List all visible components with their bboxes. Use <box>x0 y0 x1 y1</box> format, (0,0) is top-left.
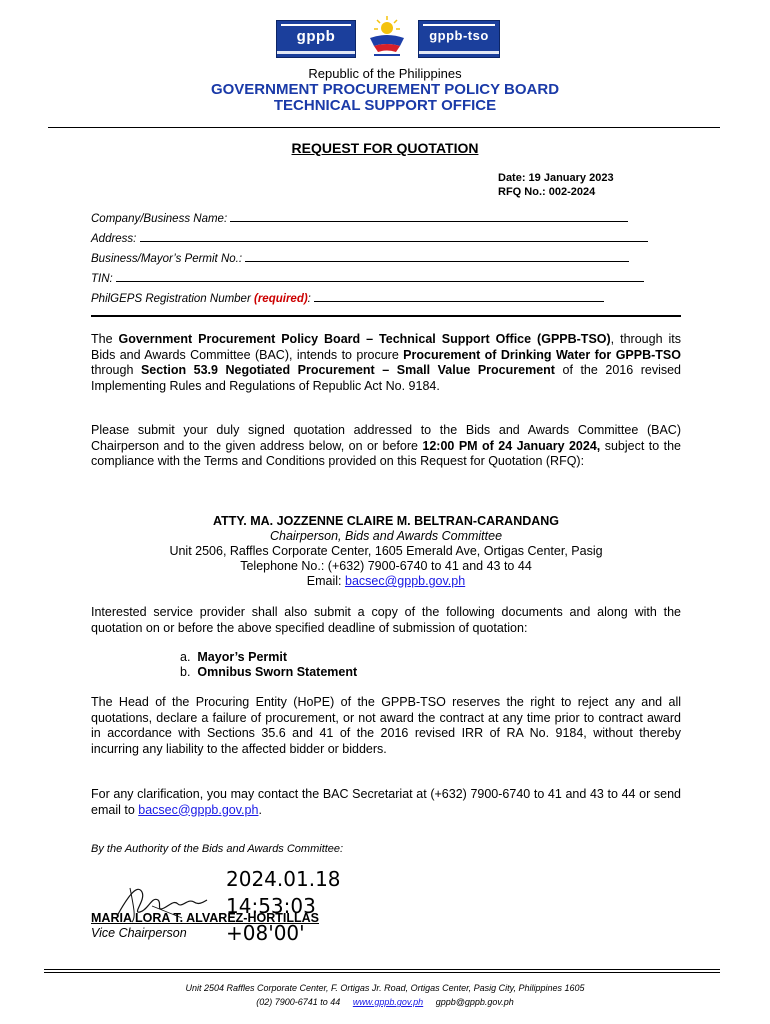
permit-blank[interactable] <box>245 251 629 262</box>
documents-paragraph: Interested service provider shall also submit a copy of the following documents and along with the quotation on or before the above specified deadline of submission of quotation: <box>91 605 681 635</box>
signatory-title: Vice Chairperson <box>91 926 187 940</box>
philgeps-blank[interactable] <box>314 291 604 302</box>
company-name-label: Company/Business Name: <box>91 213 228 225</box>
chairperson-email-link[interactable]: bacsec@gppb.gov.ph <box>345 574 466 588</box>
tin-blank[interactable] <box>116 271 644 282</box>
submission-paragraph: Please submit your duly signed quotation addressed to the Bids and Awards Committee (BAC) Chairperson and to the given address below, on or before 12:00 PM of 24 January 2024, subject to the compliance with the Terms and Conditions provided on this Request for Quotation (RFQ): <box>91 423 681 468</box>
chairperson-address: Unit 2506, Raffles Corporate Center, 1605 Emerald Ave, Ortigas Center, Pasig <box>169 544 603 558</box>
list-item: a. Mayor’s Permit <box>180 650 288 664</box>
footer-phone: (02) 7900-6741 to 44 <box>256 997 341 1007</box>
philgeps-label: PhilGEPS Registration Number <box>91 293 251 305</box>
secretariat-email-link[interactable]: bacsec@gppb.gov.ph <box>138 802 259 817</box>
authority-line: By the Authority of the Bids and Awards Committee: <box>91 843 344 855</box>
org-name: GOVERNMENT PROCUREMENT POLICY BOARD <box>210 81 560 98</box>
required-marker: (required) <box>254 293 308 305</box>
signature-stamp-timezone: +08'00' <box>226 921 305 945</box>
rfq-number: RFQ No.: 002-2024 <box>498 186 596 198</box>
footer-website-link[interactable]: www.gppb.gov.ph <box>352 997 424 1007</box>
document-title: REQUEST FOR QUOTATION <box>291 140 479 156</box>
chairperson-name: ATTY. MA. JOZZENNE CLAIRE M. BELTRAN-CARANDANG <box>212 514 560 528</box>
permit-field <box>91 251 629 265</box>
philgeps-field: PhilGEPS Registration Number (required): <box>91 291 604 305</box>
signatory-name: MARIA LORA T. ALVAREZ-HORTILLAS <box>91 911 319 925</box>
hope-paragraph: The Head of the Procuring Entity (HoPE) of the GPPB-TSO reserves the right to reject any and all quotations, declare a failure of procurement, or not award the contract at any time prior to contract award in accordance with Sections 35.6 and 41 of the 2016 revised IRR of RA No. 9184, without thereby incurring any liability to the affected bidder or bidders. <box>91 695 681 756</box>
list-item: b. Omnibus Sworn Statement <box>180 665 358 679</box>
footer-email: gppb@gppb.gov.ph <box>435 997 514 1007</box>
footer-divider <box>44 969 720 970</box>
philippine-seal-icon <box>364 12 410 58</box>
chairperson-title: Chairperson, Bids and Awards Committee <box>269 529 503 543</box>
tin-label: TIN: <box>91 273 113 285</box>
address-blank[interactable] <box>140 231 648 242</box>
footer-contact <box>0 997 770 1007</box>
signature-stamp-date: 2024.01.18 <box>226 867 341 891</box>
footer-address: Unit 2504 Raffles Corporate Center, F. Ortigas Jr. Road, Ortigas Center, Pasig City, Philippines 1605 <box>185 983 585 993</box>
gppb-tso-logo-text: gppb-tso <box>429 28 489 43</box>
company-name-blank[interactable] <box>230 211 628 222</box>
republic-line: Republic of the Philippines <box>308 66 462 81</box>
signature-stamp-time: 14:53:03 <box>226 894 316 918</box>
clarification-paragraph: For any clarification, you may contact the BAC Secretariat at (+632) 7900-6740 to 41 and 43 to 44 or send email to bacsec@gppb.gov.ph. <box>91 787 681 817</box>
header-divider <box>48 127 720 128</box>
org-office: TECHNICAL SUPPORT OFFICE <box>273 97 497 114</box>
company-name-field <box>91 211 628 225</box>
tin-field <box>91 271 644 285</box>
gppb-logo <box>276 20 356 58</box>
gppb-tso-logo <box>418 20 500 58</box>
permit-label: Business/Mayor’s Permit No.: <box>91 253 243 265</box>
gppb-logo-text: gppb <box>296 28 336 45</box>
chairperson-email-line: Email: bacsec@gppb.gov.ph <box>306 574 466 588</box>
rfq-date: Date: 19 January 2023 <box>498 172 614 184</box>
chairperson-phone: Telephone No.: (+632) 7900-6740 to 41 and 43 to 44 <box>240 559 532 573</box>
address-field <box>91 231 648 245</box>
fields-divider <box>91 315 681 317</box>
documents-list <box>180 650 357 680</box>
intro-paragraph: The Government Procurement Policy Board – Technical Support Office (GPPB-TSO), through its Bids and Awards Committee (BAC), intends to procure Procurement of Drinking Water for GPPB-TSO through Section 53.9 Negotiated Procurement – Small Value Procurement of the 2016 revised Implementing Rules and Regulations of Republic Act No. 9184. <box>91 332 682 393</box>
address-label: Address: <box>91 233 137 245</box>
chairperson-block <box>91 514 681 589</box>
